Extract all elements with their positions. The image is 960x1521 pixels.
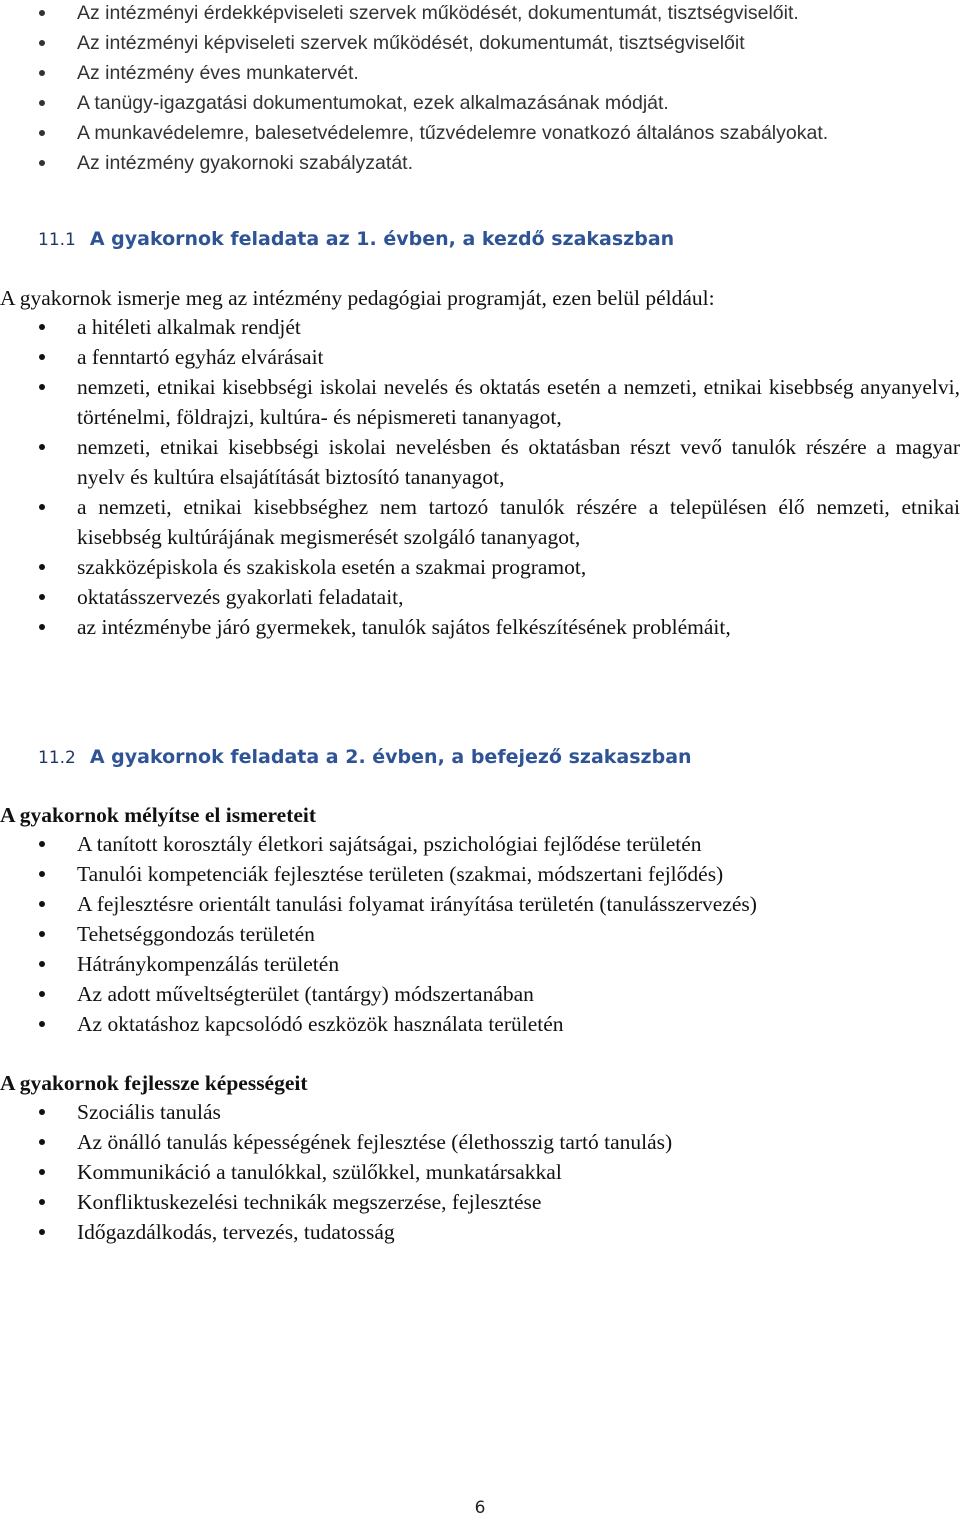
list-item: Az intézményi érdekképviseleti szervek működését, dokumentumát, tisztségviselőit. <box>0 0 940 28</box>
section-heading-11-1 <box>38 228 674 250</box>
list-item: A munkavédelemre, balesetvédelemre, tűzvédelemre vonatkozó általános szabályokat. <box>0 118 940 148</box>
list-item: Az intézményi képviseleti szervek működését, dokumentumát, tisztségviselőit <box>0 28 940 58</box>
list-item: oktatásszervezés gyakorlati feladatait, <box>0 582 960 612</box>
list-item: Az intézmény éves munkatervét. <box>0 58 940 88</box>
section-heading-11-2 <box>38 746 692 768</box>
list-item: A tanügy-igazgatási dokumentumokat, ezek alkalmazásának módját. <box>0 88 940 118</box>
list-item: Tanulói kompetenciák fejlesztése területen (szakmai, módszertani fejlődés) <box>0 859 960 889</box>
list-item: Időgazdálkodás, tervezés, tudatosság <box>0 1217 960 1247</box>
intro-bullet-list <box>0 0 940 178</box>
list-item: nemzeti, etnikai kisebbségi iskolai nevelésben és oktatásban részt vevő tanulók részére a magyar nyelv és kultúra elsajátítását biztosító tananyagot, <box>0 432 960 492</box>
section2-skills-list <box>0 1097 960 1247</box>
list-item: az intézménybe járó gyermekek, tanulók sajátos felkészítésének problémáit, <box>0 612 960 642</box>
list-item: Kommunikáció a tanulókkal, szülőkkel, munkatársakkal <box>0 1157 960 1187</box>
section-title: A gyakornok feladata a 2. évben, a befejező szakaszban <box>89 746 692 768</box>
list-item: Az intézmény gyakornoki szabályzatát. <box>0 148 940 178</box>
list-item: Szociális tanulás <box>0 1097 960 1127</box>
list-item: a nemzeti, etnikai kisebbséghez nem tartozó tanulók részére a településen élő nemzeti, etnikai kisebbség kultúrájának megismerését szolgáló tananyagot, <box>0 492 960 552</box>
list-item: A fejlesztésre orientált tanulási folyamat irányítása területén (tanulásszervezés) <box>0 889 960 919</box>
subsection-heading: A gyakornok fejlessze képességeit <box>0 1071 308 1095</box>
section1-bullet-list <box>0 312 960 642</box>
list-item: Az oktatáshoz kapcsolódó eszközök használata területén <box>0 1009 960 1039</box>
list-item: nemzeti, etnikai kisebbségi iskolai nevelés és oktatás esetén a nemzeti, etnikai kisebbség anyanyelvi, történelmi, földrajzi, kultúra- és népismereti tananyagot, <box>0 372 960 432</box>
list-item: a hitéleti alkalmak rendjét <box>0 312 960 342</box>
list-item: Az adott műveltségterület (tantárgy) módszertanában <box>0 979 960 1009</box>
list-item: szakközépiskola és szakiskola esetén a szakmai programot, <box>0 552 960 582</box>
subsection-heading: A gyakornok mélyítse el ismereteit <box>0 803 317 827</box>
section-title: A gyakornok feladata az 1. évben, a kezdő szakaszban <box>89 228 675 250</box>
list-item: Hátránykompenzálás területén <box>0 949 960 979</box>
list-item: A tanított korosztály életkori sajátságai, pszichológiai fejlődése területén <box>0 829 960 859</box>
section-intro: A gyakornok ismerje meg az intézmény pedagógiai programját, ezen belül például: <box>0 286 715 310</box>
list-item: Az önálló tanulás képességének fejlesztése (élethosszig tartó tanulás) <box>0 1127 960 1157</box>
page-number: 6 <box>474 1498 486 1518</box>
section-number: 11.1 <box>38 230 76 250</box>
section2-knowledge-list <box>0 829 960 1039</box>
list-item: Tehetséggondozás területén <box>0 919 960 949</box>
list-item: a fenntartó egyház elvárásait <box>0 342 960 372</box>
section-number: 11.2 <box>38 748 76 768</box>
list-item: Konfliktuskezelési technikák megszerzése, fejlesztése <box>0 1187 960 1217</box>
